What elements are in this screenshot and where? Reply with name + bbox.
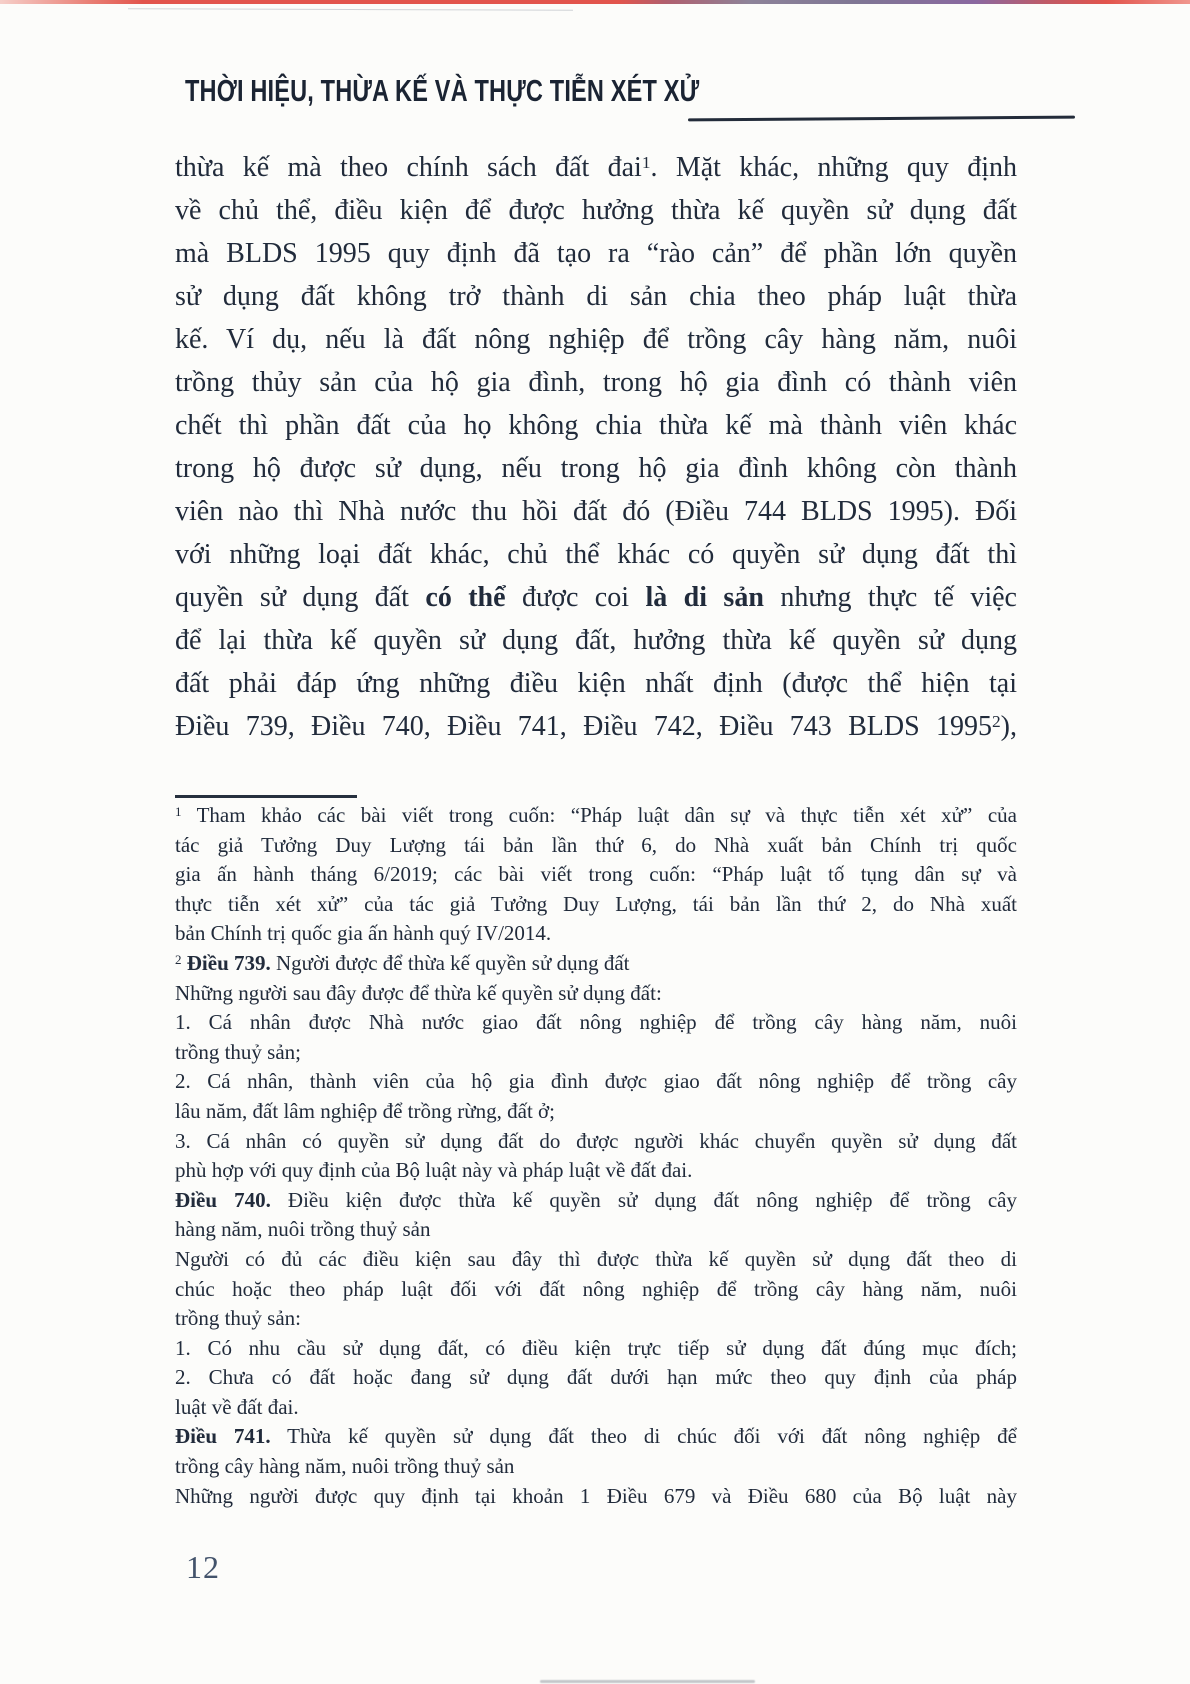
text-line: hàng năm, nuôi trồng thuỷ sản bbox=[175, 1217, 431, 1242]
text-line: 2. Cá nhân, thành viên của hộ gia đình được giao đất nông nghiệp để trồng cây bbox=[175, 1069, 1017, 1094]
text-line: chết thì phần đất của họ không chia thừa kế mà thành viên khác bbox=[175, 410, 1017, 441]
text-line: trong hộ được sử dụng, nếu trong hộ gia đình không còn thành bbox=[175, 453, 1017, 484]
text-line: $^2$ Điều 739. Người được để thừa kế quyền sử dụng đất bbox=[175, 950, 630, 975]
text-line: Những người sau đây được để thừa kế quyền sử dụng đất: bbox=[175, 980, 662, 1005]
text-line: thực tiễn xét xử” của tác giả Tưởng Duy Lượng, tái bản lần thứ 2, do Nhà xuất bbox=[175, 891, 1017, 916]
footnote-separator-rule bbox=[175, 795, 357, 798]
text-line: trồng thuỷ sản; bbox=[175, 1039, 301, 1064]
text-line: 3. Cá nhân có quyền sử dụng đất do được người khác chuyển quyền sử dụng đất bbox=[175, 1128, 1017, 1153]
text-line: tác giả Tưởng Duy Lượng tái bản lần thứ 6, do Nhà xuất bản Chính trị quốc bbox=[175, 832, 1017, 857]
text-line: về chủ thể, điều kiện để được hưởng thừa kế quyền sử dụng đất bbox=[175, 195, 1017, 226]
text-line: gia ấn hành tháng 6/2019; các bài viết trong cuốn: “Pháp luật tố tụng dân sự và bbox=[175, 862, 1017, 887]
text-line: sử dụng đất không trở thành di sản chia theo pháp luật thừa bbox=[175, 281, 1017, 312]
page-number: 12 bbox=[186, 1549, 220, 1585]
text-line: Điều 741. Thừa kế quyền sử dụng đất theo di chúc đối với đất nông nghiệp để bbox=[175, 1424, 1017, 1449]
text-line: $^1$ Tham khảo các bài viết trong cuốn: “Pháp luật dân sự và thực tiễn xét xử” của bbox=[175, 803, 1017, 827]
body-text bbox=[175, 146, 1017, 748]
text-line: để lại thừa kế quyền sử dụng đất, hưởng thừa kế quyền sử dụng bbox=[175, 625, 1017, 656]
text-line: mà BLDS 1995 quy định đã tạo ra “rào cản” để phần lớn quyền bbox=[175, 238, 1017, 269]
footnote-marker: 1 bbox=[175, 804, 182, 820]
text-line: lâu năm, đất lâm nghiệp để trồng rừng, đất ở; bbox=[175, 1098, 555, 1123]
text-line: 1. Cá nhân được Nhà nước giao đất nông nghiệp để trồng cây hàng năm, nuôi bbox=[175, 1010, 1017, 1035]
footnote-marker: 2 bbox=[175, 952, 182, 968]
text-line: với những loại đất khác, chủ thể khác có quyền sử dụng đất thì bbox=[175, 539, 1017, 570]
running-head-title: THỜI HIỆU, THỪA KẾ VÀ THỰC TIỄN XÉT XỬ bbox=[185, 73, 700, 108]
text-line: Những người được quy định tại khoản 1 Điều 679 và Điều 680 của Bộ luật này bbox=[175, 1483, 1017, 1508]
text-line: trồng thủy sản của hộ gia đình, trong hộ gia đình có thành viên bbox=[175, 367, 1017, 398]
text-line: Người có đủ các điều kiện sau đây thì được thừa kế quyền sử dụng đất theo di bbox=[175, 1246, 1017, 1271]
text-line: thừa kế mà theo chính sách đất đai$^1$. Mặt khác, những quy định bbox=[175, 152, 1017, 183]
text-line: quyền sử dụng đất có thể được coi là di sản nhưng thực tế việc bbox=[175, 582, 1017, 613]
scan-top-edge-artifact bbox=[0, 0, 1190, 4]
text-line: Điều 740. Điều kiện được thừa kế quyền sử dụng đất nông nghiệp để trồng cây bbox=[175, 1187, 1017, 1212]
scan-hairline-artifact bbox=[128, 8, 573, 11]
footnotes bbox=[175, 801, 1017, 1511]
text-line: Điều 739, Điều 740, Điều 741, Điều 742, Điều 743 BLDS 1995$^2$), bbox=[175, 711, 1017, 742]
text-line: phù hợp với quy định của Bộ luật này và pháp luật về đất đai. bbox=[175, 1158, 693, 1183]
text-line: bản Chính trị quốc gia ấn hành quý IV/2014. bbox=[175, 921, 552, 946]
text-line: đất phải đáp ứng những điều kiện nhất định (được thể hiện tại bbox=[175, 668, 1017, 699]
running-head-rule bbox=[688, 116, 1075, 122]
text-line: trồng thuỷ sản: bbox=[175, 1306, 301, 1331]
text-line: viên nào thì Nhà nước thu hồi đất đó (Điều 744 BLDS 1995). Đối bbox=[175, 496, 1017, 527]
text-line: luật về đất đai. bbox=[175, 1394, 299, 1419]
text-line: 1. Có nhu cầu sử dụng đất, có điều kiện trực tiếp sử dụng đất đúng mục đích; bbox=[175, 1335, 1017, 1360]
text-line: chúc hoặc theo pháp luật đối với đất nông nghiệp để trồng cây hàng năm, nuôi bbox=[175, 1276, 1017, 1301]
text-line: kế. Ví dụ, nếu là đất nông nghiệp để trồng cây hàng năm, nuôi bbox=[175, 324, 1017, 355]
scan-bottom-smudge-artifact bbox=[540, 1680, 755, 1683]
footnote-marker: 1 bbox=[641, 153, 651, 173]
text-line: trồng cây hàng năm, nuôi trồng thuỷ sản bbox=[175, 1454, 515, 1479]
footnote-marker: 2 bbox=[991, 712, 1001, 732]
text-line: 2. Chưa có đất hoặc đang sử dụng đất dưới hạn mức theo quy định của pháp bbox=[175, 1365, 1017, 1390]
